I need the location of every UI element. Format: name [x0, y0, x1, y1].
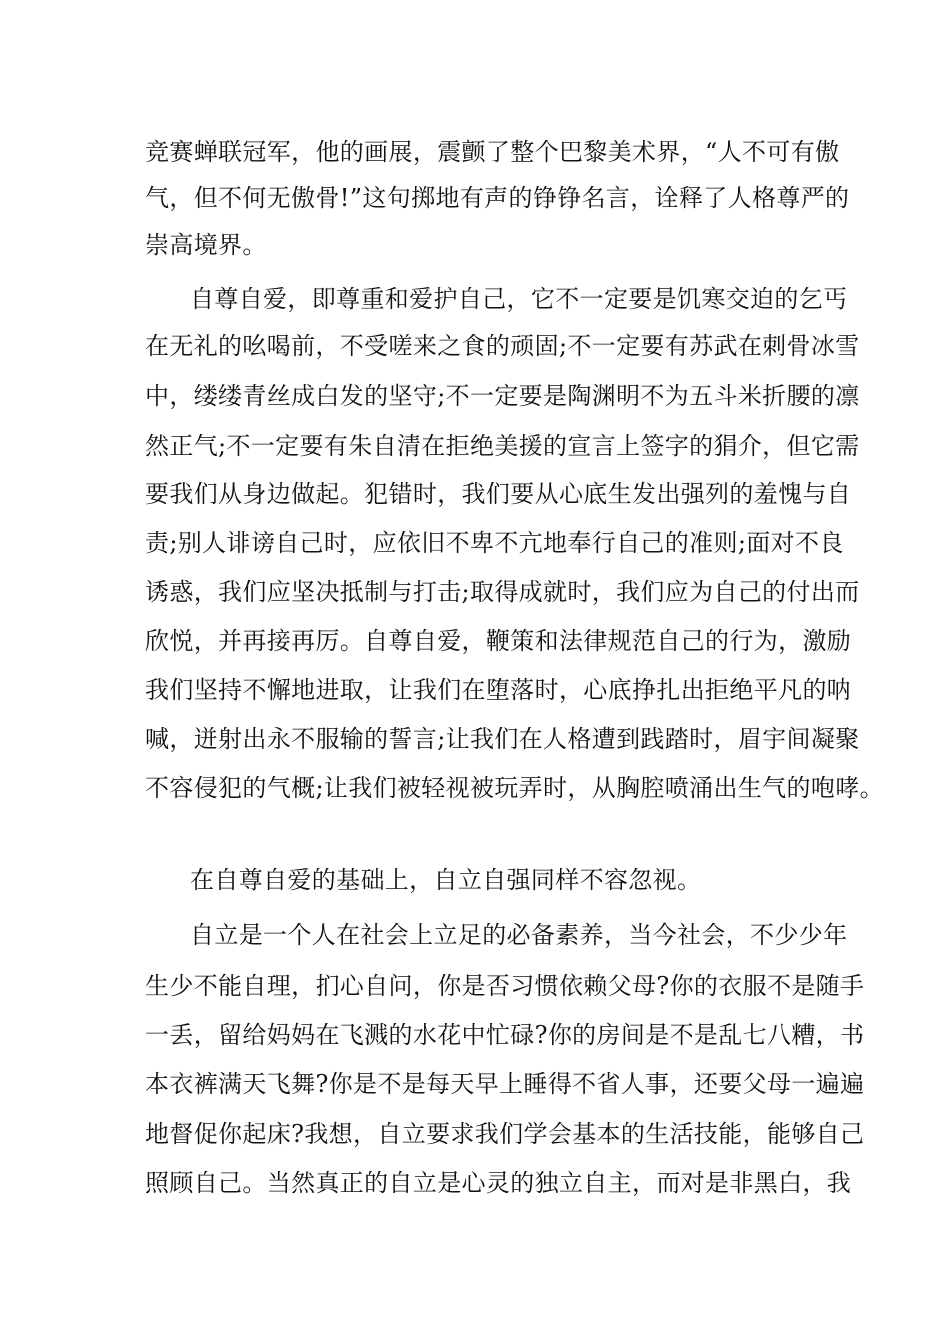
text-line: 一丢，留给妈妈在飞溅的水花中忙碌?你的房间是不是乱七八糟，书: [145, 1021, 865, 1049]
text-line: 自立是一个人在社会上立足的必备素养，当今社会，不少少年: [190, 921, 848, 949]
text-line: 在自尊自爱的基础上，自立自强同样不容忽视。: [190, 866, 702, 894]
text-line: 照顾自己。当然真正的自立是心灵的独立自主，而对是非黑白，我: [145, 1169, 852, 1197]
text-line: 气，但不何无傲骨!”这句掷地有声的铮铮名言，诠释了人格尊严的: [145, 184, 850, 212]
text-line: 我们坚持不懈地进取，让我们在堕落时，心底挣扎出拒绝平凡的呐: [145, 676, 852, 704]
text-line: 喊，迸射出永不服输的誓言;让我们在人格遭到践踏时，眉宇间凝聚: [145, 725, 860, 753]
text-line: 自尊自爱，即尊重和爱护自己，它不一定要是饥寒交迫的乞丐: [190, 285, 848, 313]
text-line: 然正气;不一定要有朱自清在拒绝美援的宣言上签字的狷介，但它需: [145, 432, 860, 460]
text-line: 地督促你起床?我想，自立要求我们学会基本的生活技能，能够自己: [145, 1120, 865, 1148]
text-line: 生少不能自理，扪心自问，你是否习惯依赖父母?你的衣服不是随手: [145, 972, 865, 1000]
text-line: 竞赛蝉联冠军，他的画展，震颤了整个巴黎美术界，“人不可有傲: [145, 138, 840, 166]
text-line: 欣悦，并再接再厉。自尊自爱，鞭策和法律规范自己的行为，激励: [145, 627, 852, 655]
text-line: 中，缕缕青丝成白发的坚守;不一定要是陶渊明不为五斗米折腰的凛: [145, 382, 860, 410]
text-line: 诱惑，我们应坚决抵制与打击;取得成就时，我们应为自己的付出而: [145, 578, 860, 606]
text-line: 在无礼的吆喝前，不受嗟来之食的顽固;不一定要有苏武在刺骨冰雪: [145, 332, 860, 360]
text-line: 要我们从身边做起。犯错时，我们要从心底生发出强列的羞愧与自: [145, 480, 852, 508]
text-line: 本衣裤满天飞舞?你是不是每天早上睡得不省人事，还要父母一遍遍: [145, 1070, 865, 1098]
text-line: 不容侵犯的气概;让我们被轻视被玩弄时，从胸腔喷涌出生气的咆哮。: [145, 774, 884, 802]
text-line: 责;别人诽谤自己时，应依旧不卑不亢地奉行自己的准则;面对不良: [145, 529, 844, 557]
text-line: 崇高境界。: [145, 231, 267, 259]
